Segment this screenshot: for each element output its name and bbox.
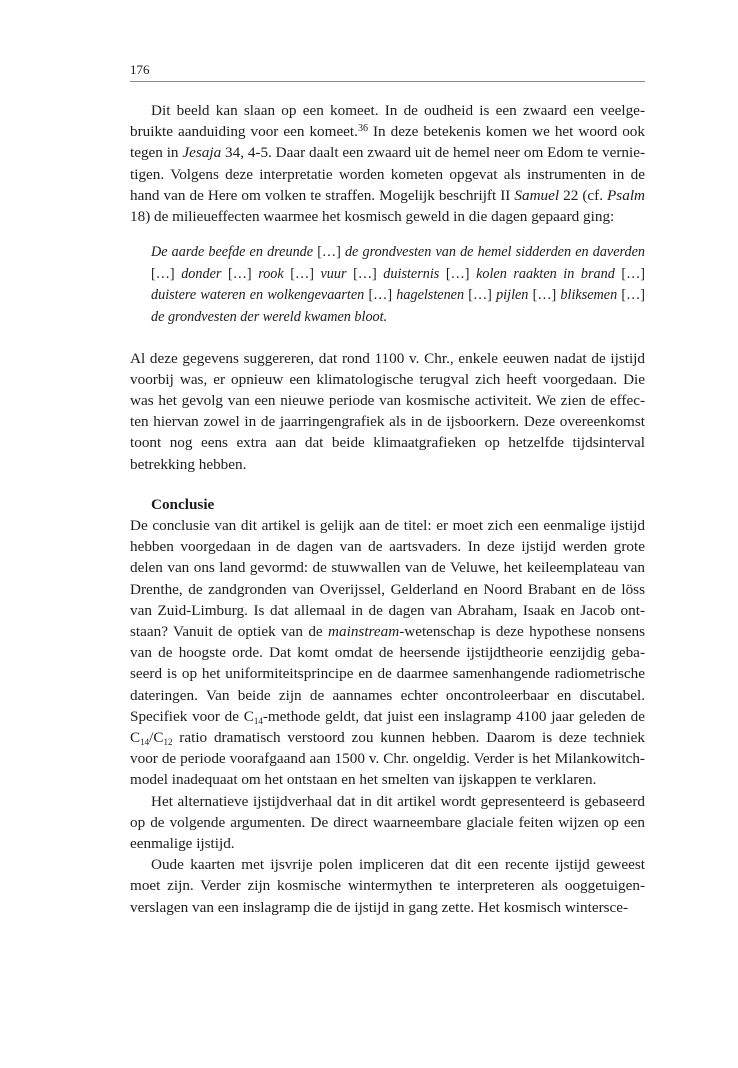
ellipsis: […] [445, 265, 470, 282]
text-run: 34, 4-5. Daar daalt een zwaard uit de hemel neer om Edom te vernietigen. Volgens deze interpretatie worden kometen opgevat als instrumenten in de hand van de Here om volken te straffen. Mogelijk beschrijft II [130, 144, 645, 204]
paragraph-arguments: Het alternatieve ijstijdverhaal dat in dit artikel wordt gepresenteerd is gebaseerd op de volgende argumenten. De direct waarneembare glaciale feiten wijzen op een eenmalige ijstijd. [130, 792, 645, 853]
paragraph-conclusion [130, 515, 645, 791]
quote-run: duisternis [376, 265, 446, 282]
quote-run: pijlen [491, 287, 533, 304]
text-run: De conclusie van dit artikel is gelijk aan de titel: er moet zich een eenmalige ijstijd hebben voorgedaan in de dagen van de aartsvaders. In deze ijstijd werden grote delen van ons land gevormd: de stuwwallen van de Veluwe, het keileemplateau van Drenthe, de zandgronden van Overijssel, Gelderland en Noord Brabant en de löss van Zuid-Limburg. Is dat allemaal in de dagen van Abraham, Isaak en Jacob ontstaan? Vanuit de optiek van de [130, 517, 645, 641]
header-rule [130, 81, 645, 82]
footnote-marker: 36 [357, 123, 368, 135]
ellipsis: […] [621, 287, 645, 304]
ellipsis: […] [228, 265, 252, 282]
block-quote [151, 242, 645, 328]
ellipsis: […] [317, 244, 341, 261]
quote-run: vuur [313, 265, 354, 282]
quote-run: duistere wateren en wolkengevaarten [151, 287, 369, 304]
bible-reference: Psalm [607, 186, 645, 204]
bible-reference: Jesaja [182, 144, 222, 162]
ellipsis: […] [368, 287, 393, 304]
text-run: /C [149, 729, 164, 747]
quote-run: bliksemen [556, 287, 622, 304]
section-heading: Conclusie [151, 495, 215, 513]
quote-run: De aarde beefde en dreunde [151, 244, 318, 261]
text-run: 18) de milieueffecten waarmee het kosmisch geweld in die dagen gepaard ging: [130, 208, 615, 226]
quote-run: kolen raakten in brand [469, 265, 622, 282]
text-run: ratio dramatisch verstoord zou kunnen hebben. Daarom is deze techniek voor de periode voorafgaand aan 1500 v. Chr. ongeldig. Verder is het Milankowitch-model inadequaat om het ontstaan en het smelten van ijskappen te verklaren. [130, 729, 645, 789]
body-text [130, 100, 645, 918]
ellipsis: […] [468, 287, 492, 304]
ellipsis: […] [353, 265, 377, 282]
isotope-subscript: 12 [163, 737, 173, 748]
emphasis: mainstream [328, 623, 400, 641]
bible-reference: Samuel [514, 186, 560, 204]
paragraph-comet [130, 100, 645, 227]
paragraph-maps: Oude kaarten met ijsvrije polen impliceren dat dit een recente ijstijd geweest moet zijn. Verder zijn kosmische wintermythen te interpreteren als ooggetuigenverslagen van een inslagramp die de ijstijd in gang zette. Het kosmisch wintersce- [130, 856, 645, 916]
text-run: Dit beeld kan slaan op een komeet. In de oudheid is een zwaard een veelgebruikte aanduiding voor een komeet. [130, 102, 645, 141]
ellipsis: […] [532, 287, 557, 304]
quote-run: hagelstenen [392, 287, 469, 304]
isotope-subscript: 14 [253, 715, 263, 726]
quote-run: de grondvesten van de hemel sidderden en daverden [340, 244, 645, 261]
text-run: -wetenschap is deze hypothese nonsens van de hoogste orde. Dat komt omdat de heersende ijstijdtheorie eenzijdig gebaseerd is op het uniformiteitsprincipe en de daarmee samenhangende radiometrische dateringen. Van beide zijn de aannames echter oncontroleerbaar en discutabel. Specifiek voor de C [130, 623, 645, 725]
quote-run: donder [174, 265, 228, 282]
text-run: 22 (cf. [559, 186, 608, 204]
text-run: In deze betekenis komen we het woord ook tegen in [130, 123, 645, 162]
isotope-subscript: 14 [140, 737, 150, 748]
page-number: 176 [130, 62, 150, 77]
ellipsis: […] [151, 265, 175, 282]
paragraph-climate: Al deze gegevens suggereren, dat rond 1100 v. Chr., enkele eeuwen nadat de ijstijd voorbij was, er opnieuw een klimatologische terugval zich heeft voorgedaan. Die was het gevolg van een nieuwe periode van kosmische activiteit. We zien de effecten hiervan zowel in de jaarringengrafiek als in de ijsboorkern. Deze overeenkomst toont nog eens extra aan dat beide klimaatgrafieken op hetzelfde tijdsinterval betrekking hebben. [130, 349, 645, 473]
quote-run: de grondvesten der wereld kwamen bloot. [151, 309, 388, 325]
quote-run: rook [251, 265, 291, 282]
ellipsis: […] [290, 265, 314, 282]
text-run: -methode geldt, dat juist een inslagramp 4100 jaar geleden de C [130, 707, 645, 747]
ellipsis: […] [621, 265, 646, 282]
